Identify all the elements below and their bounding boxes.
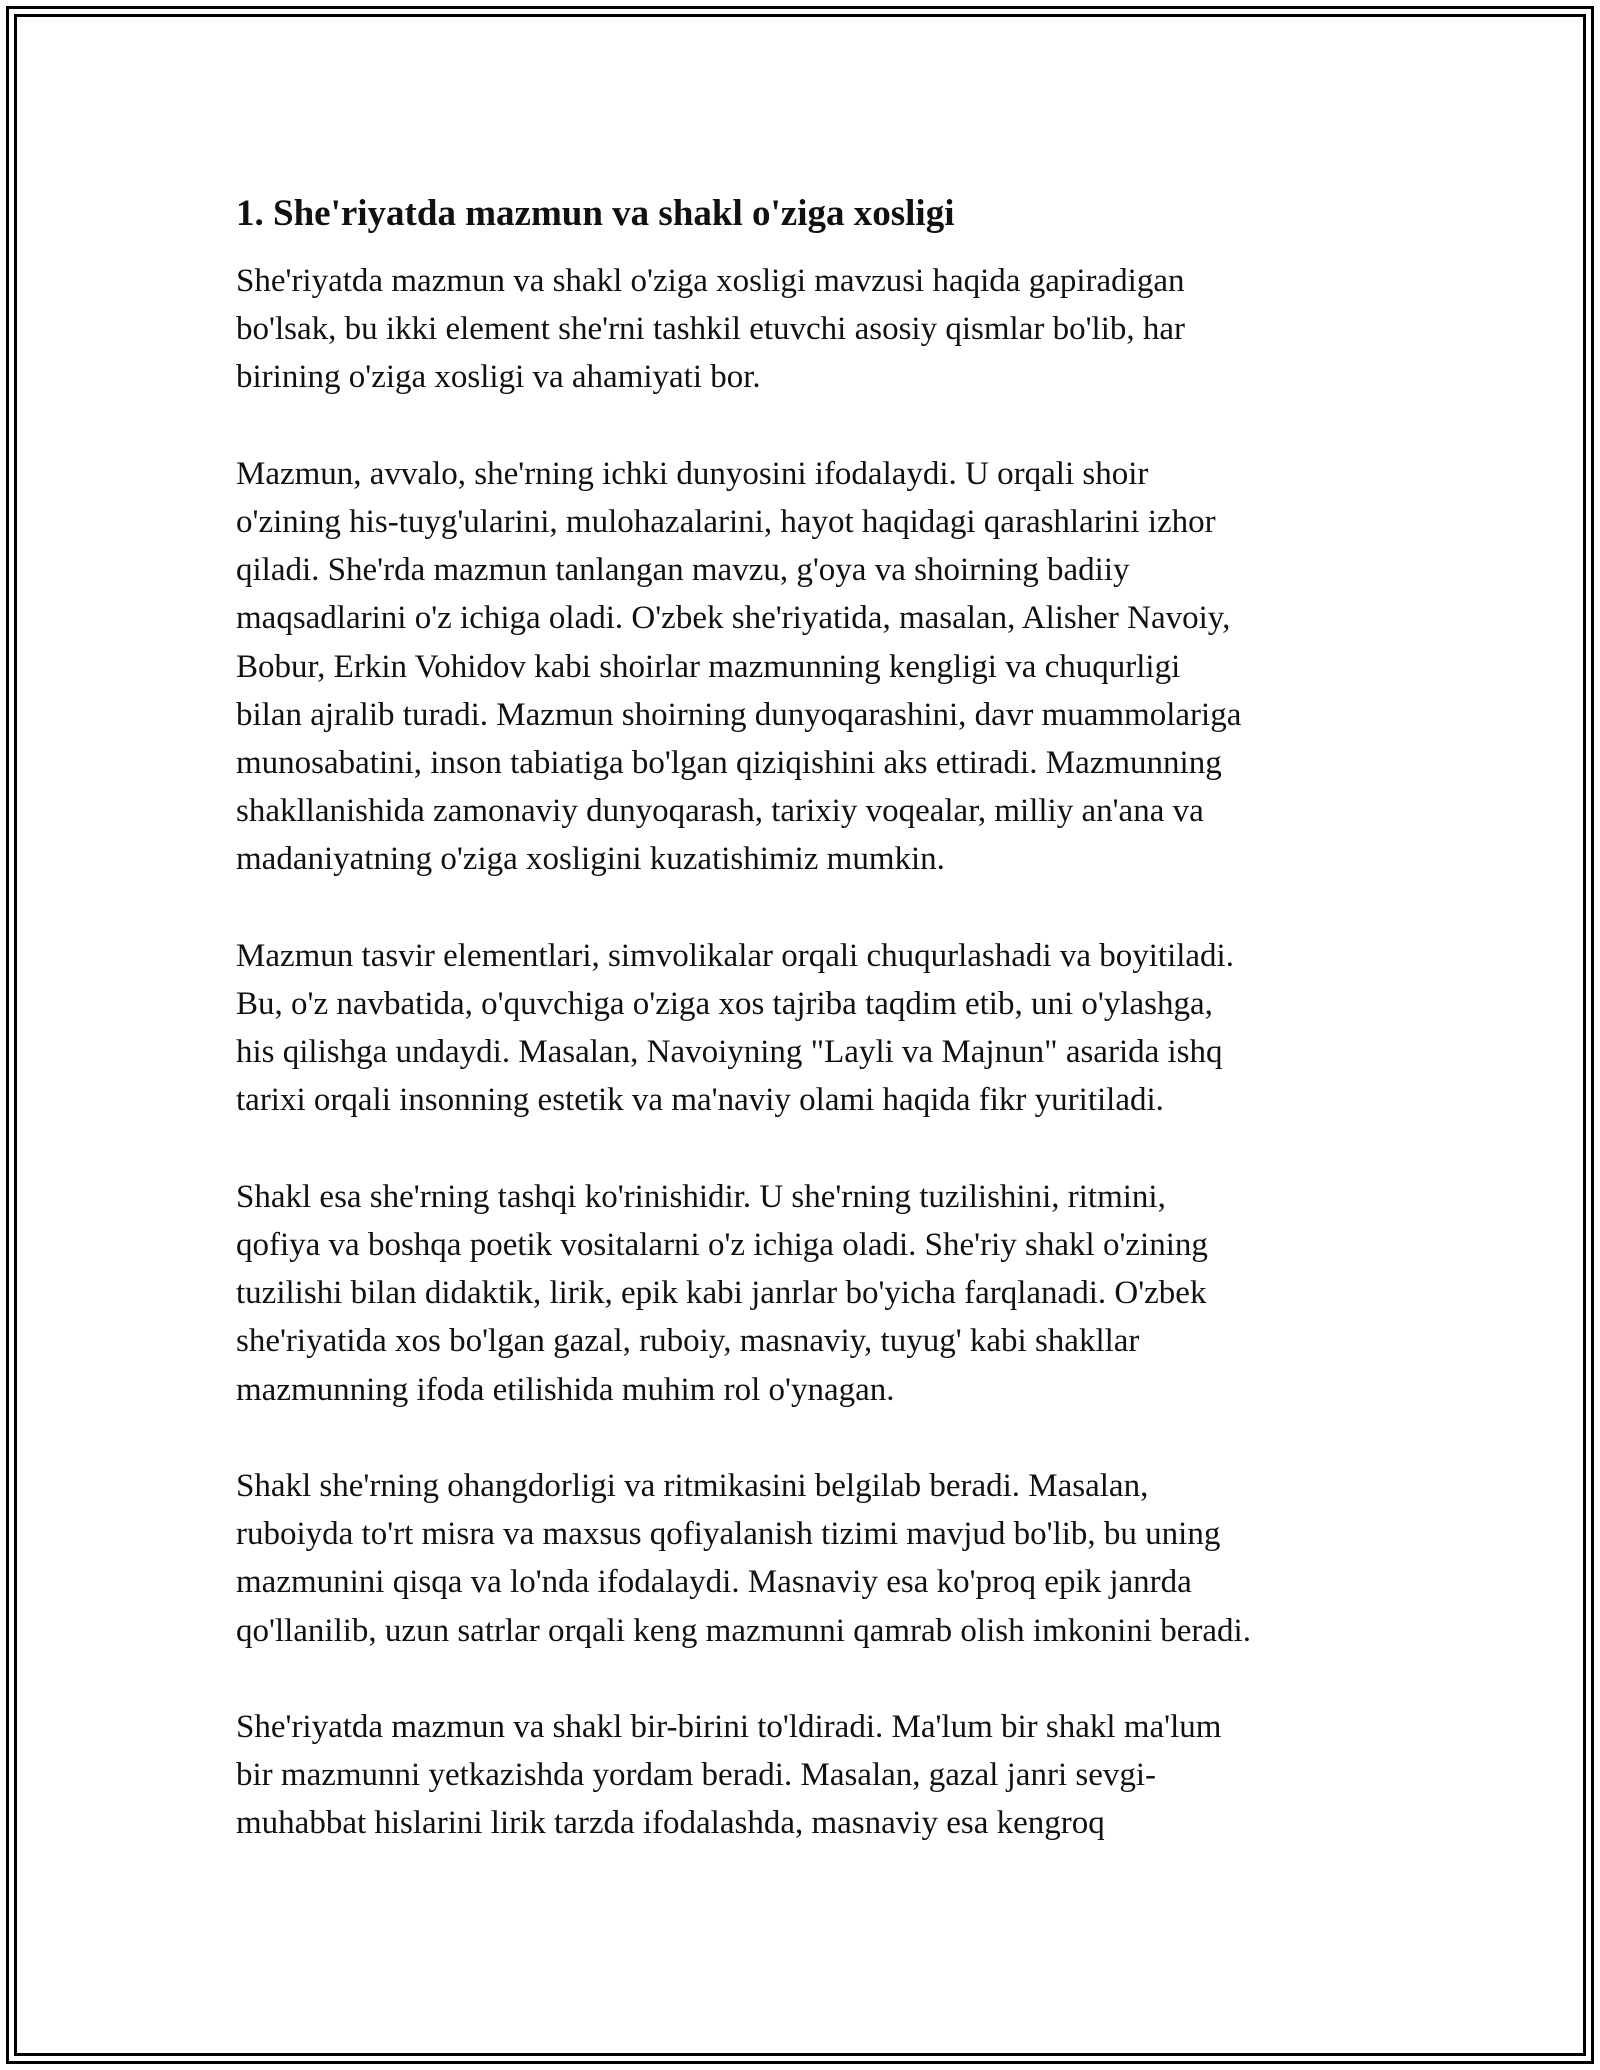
paragraph-line: bir mazmunni yetkazishda yordam beradi. Masalan, gazal janri sevgi- xyxy=(236,1757,1157,1794)
paragraph xyxy=(236,257,1370,402)
paragraph-line: Shakl she'rning ohangdorligi va ritmikasini belgilab beradi. Masalan, xyxy=(236,1468,1149,1505)
paragraph-line: Shakl esa she'rning tashqi ko'rinishidir. U she'rning tuzilishini, ritmini, xyxy=(236,1178,1166,1215)
paragraph xyxy=(236,932,1370,1125)
paragraph-line: tarixi orqali insonning estetik va ma'naviy olami haqida fikr yuritiladi. xyxy=(236,1082,1164,1119)
paragraph-line: madaniyatning o'ziga xosligini kuzatishimiz mumkin. xyxy=(236,841,945,878)
paragraph-line: shakllanishida zamonaviy dunyoqarash, tarixiy voqealar, milliy an'ana va xyxy=(236,793,1204,830)
document-body xyxy=(236,190,1370,1848)
paragraph-line: qo'llanilib, uzun satrlar orqali keng mazmunni qamrab olish imkonini beradi. xyxy=(236,1612,1251,1649)
paragraph-line: qiladi. She'rda mazmun tanlangan mavzu, g'oya va shoirning badiiy xyxy=(236,552,1130,589)
paragraph-line: ruboiyda to'rt misra va maxsus qofiyalanish tizimi mavjud bo'lib, bu uning xyxy=(236,1516,1221,1553)
paragraph xyxy=(236,450,1370,884)
paragraph-line: mazmunning ifoda etilishida muhim rol o'ynagan. xyxy=(236,1371,895,1408)
paragraph-line: qofiya va boshqa poetik vositalarni o'z ichiga oladi. She'riy shakl o'zining xyxy=(236,1227,1208,1264)
paragraph-line: munosabatini, inson tabiatiga bo'lgan qiziqishini aks ettiradi. Mazmunning xyxy=(236,745,1222,782)
paragraph-line: bo'lsak, bu ikki element she'rni tashkil etuvchi asosiy qismlar bo'lib, har xyxy=(236,311,1186,348)
paragraph-line: Mazmun, avvalo, she'rning ichki dunyosini ifodalaydi. U orqali shoir xyxy=(236,455,1149,492)
paragraph-line: maqsadlarini o'z ichiga oladi. O'zbek she'riyatida, masalan, Alisher Navoiy, xyxy=(236,600,1231,637)
paragraph-line: birining o'ziga xosligi va ahamiyati bor. xyxy=(236,359,761,396)
paragraph-line: mazmunini qisqa va lo'nda ifodalaydi. Masnaviy esa ko'proq epik janrda xyxy=(236,1564,1192,1601)
paragraph xyxy=(236,1173,1370,1414)
paragraph-line: She'riyatda mazmun va shakl o'ziga xosligi mavzusi haqida gapiradigan xyxy=(236,263,1185,299)
paragraph-line: bilan ajralib turadi. Mazmun shoirning dunyoqarashini, davr muammolariga xyxy=(236,696,1242,733)
paragraph-line: muhabbat hislarini lirik tarzda ifodalashda, masnaviy esa kengroq xyxy=(236,1805,1105,1842)
paragraph-line: she'riyatida xos bo'lgan gazal, ruboiy, masnaviy, tuyug' kabi shakllar xyxy=(236,1323,1140,1360)
paragraph-line: o'zining his-tuyg'ularini, mulohazalarini, hayot haqidagi qarashlarini izhor xyxy=(236,504,1216,540)
paragraph-line: tuzilishi bilan didaktik, lirik, epik kabi janrlar bo'yicha farqlanadi. O'zbek xyxy=(236,1275,1207,1312)
paragraph-line: Bu, o'z navbatida, o'quvchiga o'ziga xos tajriba taqdim etib, uni o'ylashga, xyxy=(236,986,1213,1023)
paragraph-line: She'riyatda mazmun va shakl bir-birini to'ldiradi. Ma'lum bir shakl ma'lum xyxy=(236,1709,1222,1746)
paragraph-line: his qilishga undaydi. Masalan, Navoiyning "Layli va Majnun" asarida ishq xyxy=(236,1034,1223,1071)
paragraphs-container xyxy=(236,257,1370,1848)
paragraph xyxy=(236,1703,1370,1848)
paragraph-line: Mazmun tasvir elementlari, simvolikalar orqali chuqurlashadi va boyitiladi. xyxy=(236,937,1234,974)
paragraph xyxy=(236,1462,1370,1655)
section-heading: 1. She'riyatda mazmun va shakl o'ziga xosligi xyxy=(236,193,955,234)
paragraph-line: Bobur, Erkin Vohidov kabi shoirlar mazmunning kengligi va chuqurligi xyxy=(236,648,1181,685)
